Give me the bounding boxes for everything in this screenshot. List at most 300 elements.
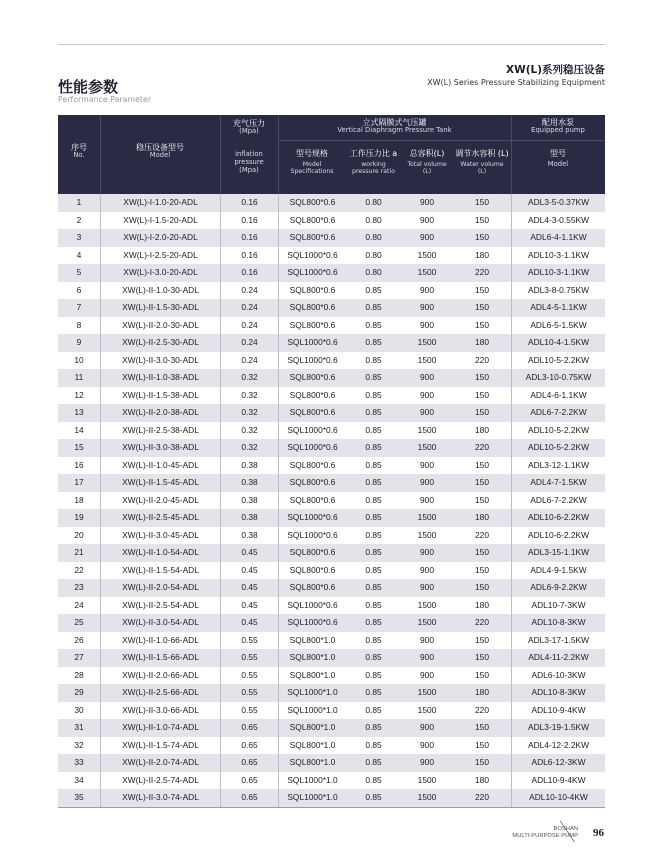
- cell-pump-model: ADL3-8-0.75KW: [511, 282, 605, 300]
- table-row: [58, 597, 605, 615]
- cell-model: XW(L)-II-2.0-66-ADL: [100, 667, 220, 685]
- cell-spec: SQL1000*1.0: [278, 789, 346, 807]
- cell-no: 31: [74, 722, 84, 732]
- cell-ratio: 0.80: [365, 249, 382, 260]
- cell-no: 13: [74, 407, 84, 417]
- cell-pump-model: ADL3-12-1.1KW: [511, 457, 605, 475]
- cell-spec: SQL1000*1.0: [278, 772, 346, 790]
- cell-ratio: 0.85: [365, 354, 382, 365]
- cell-water-volume: 150: [475, 372, 489, 382]
- header-pump-group: 配用水泵 Equipped pump: [531, 118, 585, 135]
- cell-spec: SQL800*0.6: [278, 212, 346, 230]
- cell-spec: SQL800*0.6: [278, 404, 346, 422]
- cell-inflation: 0.65: [220, 754, 278, 772]
- cell-spec: SQL1000*0.6: [278, 334, 346, 352]
- cell-pump-model: ADL10-6-2.2KW: [511, 509, 605, 527]
- cell-spec: SQL1000*0.6: [278, 527, 346, 545]
- cell-water-volume: 220: [475, 704, 489, 715]
- cell-pump-model: ADL10-9-4KW: [511, 772, 605, 790]
- cell-no: 1: [76, 197, 82, 207]
- cell-spec: SQL1000*0.6: [278, 509, 346, 527]
- cell-water-volume: 180: [475, 424, 489, 435]
- cell-pump-model: ADL6-4-1.1KW: [511, 229, 605, 247]
- cell-no: 28: [74, 669, 84, 680]
- cell-total-volume: 900: [420, 302, 434, 312]
- cell-spec: SQL1000*1.0: [278, 702, 346, 720]
- cell-total-volume: 1500: [417, 704, 437, 715]
- cell-model: XW(L)-I-1.5-20-ADL: [100, 212, 220, 230]
- table-row: [58, 439, 605, 457]
- cell-model: XW(L)-II-3.0-54-ADL: [100, 614, 220, 632]
- cell-spec: SQL800*0.6: [278, 579, 346, 597]
- cell-total-volume: 1500: [417, 337, 437, 347]
- cell-spec: SQL800*0.6: [278, 282, 346, 300]
- cell-water-volume: 180: [475, 337, 489, 347]
- cell-no: 20: [74, 529, 84, 540]
- cell-spec: SQL800*1.0: [278, 719, 346, 737]
- cell-inflation: 0.24: [220, 299, 278, 317]
- footer-brand: BOSHAN MULTI-PURPOSE PUMP: [512, 826, 578, 840]
- cell-spec: SQL800*1.0: [278, 649, 346, 667]
- cell-model: XW(L)-II-1.5-45-ADL: [100, 474, 220, 492]
- cell-ratio: 0.85: [365, 634, 382, 645]
- table-row: [58, 282, 605, 300]
- cell-model: XW(L)-II-2.5-54-ADL: [100, 597, 220, 615]
- cell-ratio: 0.85: [365, 687, 382, 697]
- table-row: [58, 194, 605, 212]
- cell-model: XW(L)-II-1.5-74-ADL: [100, 737, 220, 755]
- cell-pump-model: ADL10-9-4KW: [511, 702, 605, 720]
- cell-inflation: 0.16: [220, 247, 278, 265]
- table-row: [58, 527, 605, 545]
- pump-group-rule: [511, 140, 605, 141]
- cell-spec: SQL800*1.0: [278, 737, 346, 755]
- cell-spec: SQL1000*0.6: [278, 422, 346, 440]
- table-row: [58, 544, 605, 562]
- cell-model: XW(L)-II-2.0-30-ADL: [100, 317, 220, 335]
- cell-no: 33: [74, 757, 84, 767]
- cell-pump-model: ADL10-5-2.2KW: [511, 352, 605, 370]
- cell-water-volume: 180: [475, 687, 489, 697]
- table-row: [58, 212, 605, 230]
- cell-pump-model: ADL6-9-2.2KW: [511, 579, 605, 597]
- cell-model: XW(L)-II-1.5-30-ADL: [100, 299, 220, 317]
- cell-inflation: 0.55: [220, 684, 278, 702]
- cell-water-volume: 150: [475, 214, 489, 225]
- cell-no: 27: [74, 652, 84, 662]
- cell-inflation: 0.55: [220, 702, 278, 720]
- cell-spec: SQL800*0.6: [278, 492, 346, 510]
- cell-water-volume: 150: [475, 547, 489, 557]
- header-water-volume: 调节水容积 (L) Water volume (L): [455, 149, 509, 176]
- cell-inflation: 0.24: [220, 334, 278, 352]
- cell-inflation: 0.24: [220, 352, 278, 370]
- cell-water-volume: 150: [475, 284, 489, 295]
- cell-water-volume: 150: [475, 739, 489, 750]
- table-row: [58, 369, 605, 387]
- table-row: [58, 422, 605, 440]
- cell-total-volume: 900: [420, 739, 434, 750]
- header-no: 序号 No.: [71, 143, 87, 160]
- table-header: [58, 115, 605, 194]
- cell-model: XW(L)-II-1.0-45-ADL: [100, 457, 220, 475]
- cell-no: 5: [76, 267, 82, 277]
- cell-no: 4: [76, 249, 82, 260]
- page-subtitle: Performance Parameter: [58, 95, 152, 104]
- table-row: [58, 702, 605, 720]
- cell-ratio: 0.85: [365, 459, 382, 470]
- cell-model: XW(L)-II-2.5-66-ADL: [100, 684, 220, 702]
- cell-model: XW(L)-II-2.0-74-ADL: [100, 754, 220, 772]
- table-row: [58, 474, 605, 492]
- cell-total-volume: 1500: [417, 529, 437, 540]
- cell-spec: SQL800*1.0: [278, 632, 346, 650]
- cell-no: 17: [74, 477, 84, 487]
- cell-pump-model: ADL3-5-0.37KW: [511, 194, 605, 212]
- table-bottom-rule: [58, 807, 605, 808]
- performance-table: [58, 115, 605, 808]
- cell-spec: SQL800*0.6: [278, 387, 346, 405]
- cell-ratio: 0.85: [365, 704, 382, 715]
- cell-spec: SQL800*0.6: [278, 317, 346, 335]
- cell-water-volume: 220: [475, 267, 489, 277]
- cell-water-volume: 180: [475, 599, 489, 610]
- cell-total-volume: 1500: [417, 354, 437, 365]
- cell-total-volume: 1500: [417, 774, 437, 785]
- cell-model: XW(L)-I-2.0-20-ADL: [100, 229, 220, 247]
- cell-ratio: 0.85: [365, 407, 382, 417]
- cell-water-volume: 220: [475, 792, 489, 802]
- cell-pump-model: ADL6-12-3KW: [511, 754, 605, 772]
- cell-model: XW(L)-II-2.5-74-ADL: [100, 772, 220, 790]
- cell-model: XW(L)-II-2.0-38-ADL: [100, 404, 220, 422]
- cell-total-volume: 1500: [417, 792, 437, 802]
- cell-water-volume: 180: [475, 512, 489, 522]
- cell-total-volume: 900: [420, 547, 434, 557]
- cell-inflation: 0.38: [220, 492, 278, 510]
- cell-water-volume: 180: [475, 774, 489, 785]
- cell-ratio: 0.85: [365, 529, 382, 540]
- cell-water-volume: 150: [475, 407, 489, 417]
- cell-model: XW(L)-II-1.0-54-ADL: [100, 544, 220, 562]
- cell-pump-model: ADL10-3-1.1KW: [511, 264, 605, 282]
- cell-model: XW(L)-I-3.0-20-ADL: [100, 264, 220, 282]
- cell-pump-model: ADL3-19-1.5KW: [511, 719, 605, 737]
- cell-inflation: 0.65: [220, 737, 278, 755]
- cell-model: XW(L)-II-2.0-45-ADL: [100, 492, 220, 510]
- cell-no: 11: [74, 372, 84, 382]
- cell-ratio: 0.80: [365, 232, 382, 242]
- header-spec: 型号规格 Model Specifications: [290, 149, 334, 176]
- cell-total-volume: 900: [420, 669, 434, 680]
- cell-spec: SQL800*0.6: [278, 229, 346, 247]
- cell-water-volume: 150: [475, 232, 489, 242]
- cell-ratio: 0.85: [365, 774, 382, 785]
- cell-pump-model: ADL10-8-3KW: [511, 614, 605, 632]
- cell-water-volume: 150: [475, 582, 489, 592]
- cell-no: 3: [76, 232, 82, 242]
- cell-pump-model: ADL4-9-1.5KW: [511, 562, 605, 580]
- cell-total-volume: 1500: [417, 512, 437, 522]
- cell-water-volume: 150: [475, 319, 489, 330]
- cell-ratio: 0.85: [365, 494, 382, 505]
- cell-ratio: 0.85: [365, 547, 382, 557]
- table-row: [58, 754, 605, 772]
- page-number: 96: [593, 827, 604, 839]
- cell-inflation: 0.16: [220, 212, 278, 230]
- cell-total-volume: 900: [420, 372, 434, 382]
- cell-total-volume: 1500: [417, 267, 437, 277]
- cell-inflation: 0.45: [220, 544, 278, 562]
- cell-model: XW(L)-I-1.0-20-ADL: [100, 194, 220, 212]
- cell-ratio: 0.85: [365, 739, 382, 750]
- cell-water-volume: 150: [475, 389, 489, 400]
- cell-spec: SQL800*0.6: [278, 544, 346, 562]
- cell-ratio: 0.85: [365, 302, 382, 312]
- cell-total-volume: 1500: [417, 249, 437, 260]
- cell-inflation: 0.32: [220, 422, 278, 440]
- cell-model: XW(L)-II-3.0-74-ADL: [100, 789, 220, 807]
- table-row: [58, 229, 605, 247]
- cell-total-volume: 900: [420, 214, 434, 225]
- table-row: [58, 387, 605, 405]
- cell-model: XW(L)-II-3.0-45-ADL: [100, 527, 220, 545]
- table-row: [58, 299, 605, 317]
- header-total-volume: 总容积(L) Total volume (L): [407, 149, 447, 176]
- cell-model: XW(L)-II-1.5-66-ADL: [100, 649, 220, 667]
- cell-total-volume: 900: [420, 634, 434, 645]
- cell-ratio: 0.85: [365, 617, 382, 627]
- cell-no: 16: [74, 459, 84, 470]
- table-row: [58, 579, 605, 597]
- table-row: [58, 247, 605, 265]
- cell-spec: SQL800*0.6: [278, 194, 346, 212]
- cell-pump-model: ADL4-7-1.5KW: [511, 474, 605, 492]
- cell-total-volume: 900: [420, 319, 434, 330]
- cell-model: XW(L)-II-1.5-38-ADL: [100, 387, 220, 405]
- top-rule: [58, 44, 605, 45]
- cell-total-volume: 900: [420, 459, 434, 470]
- cell-inflation: 0.45: [220, 597, 278, 615]
- cell-inflation: 0.16: [220, 229, 278, 247]
- cell-spec: SQL800*0.6: [278, 369, 346, 387]
- cell-water-volume: 150: [475, 302, 489, 312]
- cell-inflation: 0.38: [220, 457, 278, 475]
- cell-ratio: 0.85: [365, 477, 382, 487]
- table-row: [58, 772, 605, 790]
- cell-pump-model: ADL4-3-0.55KW: [511, 212, 605, 230]
- cell-spec: SQL1000*0.6: [278, 614, 346, 632]
- cell-inflation: 0.32: [220, 387, 278, 405]
- cell-pump-model: ADL10-8-3KW: [511, 684, 605, 702]
- cell-spec: SQL800*0.6: [278, 474, 346, 492]
- table-row: [58, 667, 605, 685]
- cell-ratio: 0.85: [365, 442, 382, 452]
- table-row: [58, 404, 605, 422]
- cell-no: 21: [74, 547, 84, 557]
- cell-water-volume: 150: [475, 197, 489, 207]
- table-row: [58, 737, 605, 755]
- cell-total-volume: 900: [420, 722, 434, 732]
- cell-pump-model: ADL3-10-0.75KW: [511, 369, 605, 387]
- cell-ratio: 0.85: [365, 582, 382, 592]
- table-row: [58, 264, 605, 282]
- cell-no: 26: [74, 634, 84, 645]
- cell-water-volume: 220: [475, 354, 489, 365]
- table-body: [58, 194, 605, 807]
- cell-no: 19: [74, 512, 84, 522]
- header-inflation: 充气压力 (Mpa) inflation pressure (Mpa): [233, 119, 265, 174]
- cell-spec: SQL800*0.6: [278, 457, 346, 475]
- cell-total-volume: 900: [420, 582, 434, 592]
- cell-spec: SQL800*0.6: [278, 299, 346, 317]
- cell-total-volume: 900: [420, 757, 434, 767]
- cell-pump-model: ADL10-7-3KW: [511, 597, 605, 615]
- cell-no: 2: [76, 214, 82, 225]
- cell-model: XW(L)-II-1.0-38-ADL: [100, 369, 220, 387]
- cell-ratio: 0.85: [365, 792, 382, 802]
- cell-total-volume: 900: [420, 494, 434, 505]
- cell-pump-model: ADL4-5-1.1KW: [511, 299, 605, 317]
- cell-pump-model: ADL10-4-1.5KW: [511, 334, 605, 352]
- cell-ratio: 0.85: [365, 564, 382, 575]
- table-row: [58, 632, 605, 650]
- cell-inflation: 0.45: [220, 579, 278, 597]
- cell-water-volume: 220: [475, 442, 489, 452]
- cell-no: 22: [74, 564, 84, 575]
- cell-ratio: 0.80: [365, 267, 382, 277]
- cell-inflation: 0.38: [220, 474, 278, 492]
- cell-inflation: 0.32: [220, 404, 278, 422]
- series-title-zh: XW(L)系列稳压设备: [506, 64, 605, 76]
- cell-water-volume: 150: [475, 459, 489, 470]
- cell-no: 12: [74, 389, 84, 400]
- cell-total-volume: 900: [420, 407, 434, 417]
- cell-inflation: 0.38: [220, 527, 278, 545]
- cell-model: XW(L)-II-2.5-38-ADL: [100, 422, 220, 440]
- cell-inflation: 0.65: [220, 719, 278, 737]
- cell-no: 9: [76, 337, 82, 347]
- cell-model: XW(L)-II-3.0-38-ADL: [100, 439, 220, 457]
- cell-no: 15: [74, 442, 84, 452]
- cell-pump-model: ADL6-5-1.5KW: [511, 317, 605, 335]
- header-model: 稳压设备型号 Model: [136, 143, 184, 160]
- cell-no: 10: [74, 354, 84, 365]
- cell-ratio: 0.80: [365, 214, 382, 225]
- cell-spec: SQL1000*0.6: [278, 247, 346, 265]
- cell-total-volume: 900: [420, 389, 434, 400]
- cell-inflation: 0.45: [220, 562, 278, 580]
- cell-spec: SQL1000*0.6: [278, 264, 346, 282]
- cell-ratio: 0.85: [365, 319, 382, 330]
- cell-total-volume: 900: [420, 232, 434, 242]
- cell-spec: SQL1000*0.6: [278, 352, 346, 370]
- cell-model: XW(L)-II-2.0-54-ADL: [100, 579, 220, 597]
- cell-ratio: 0.85: [365, 722, 382, 732]
- cell-inflation: 0.16: [220, 194, 278, 212]
- cell-no: 24: [74, 599, 84, 610]
- cell-inflation: 0.16: [220, 264, 278, 282]
- cell-water-volume: 220: [475, 529, 489, 540]
- page-title: 性能参数: [58, 78, 119, 96]
- cell-no: 30: [74, 704, 84, 715]
- cell-model: XW(L)-II-3.0-66-ADL: [100, 702, 220, 720]
- cell-total-volume: 900: [420, 284, 434, 295]
- cell-pump-model: ADL10-3-1.1KW: [511, 247, 605, 265]
- cell-ratio: 0.85: [365, 389, 382, 400]
- cell-pump-model: ADL4-6-1.1KW: [511, 387, 605, 405]
- cell-total-volume: 900: [420, 652, 434, 662]
- cell-inflation: 0.45: [220, 614, 278, 632]
- table-row: [58, 352, 605, 370]
- cell-water-volume: 150: [475, 564, 489, 575]
- cell-water-volume: 150: [475, 477, 489, 487]
- cell-water-volume: 150: [475, 669, 489, 680]
- header-pump-model: 型号 Model: [547, 149, 569, 169]
- cell-total-volume: 900: [420, 477, 434, 487]
- header-tank-group: 立式隔膜式气压罐 Vertical Diaphragm Pressure Tank: [337, 118, 452, 135]
- cell-inflation: 0.24: [220, 282, 278, 300]
- cell-no: 35: [74, 792, 84, 802]
- cell-water-volume: 180: [475, 249, 489, 260]
- cell-inflation: 0.65: [220, 772, 278, 790]
- cell-spec: SQL1000*0.6: [278, 439, 346, 457]
- cell-ratio: 0.85: [365, 512, 382, 522]
- cell-no: 18: [74, 494, 84, 505]
- table-row: [58, 614, 605, 632]
- cell-inflation: 0.24: [220, 317, 278, 335]
- cell-pump-model: ADL4-11-2.2KW: [511, 649, 605, 667]
- cell-inflation: 0.32: [220, 439, 278, 457]
- cell-no: 23: [74, 582, 84, 592]
- table-row: [58, 509, 605, 527]
- cell-pump-model: ADL4-12-2.2KW: [511, 737, 605, 755]
- cell-ratio: 0.80: [365, 197, 382, 207]
- cell-water-volume: 220: [475, 617, 489, 627]
- cell-inflation: 0.32: [220, 369, 278, 387]
- cell-no: 8: [76, 319, 82, 330]
- cell-water-volume: 150: [475, 722, 489, 732]
- cell-pump-model: ADL10-5-2.2KW: [511, 439, 605, 457]
- cell-pump-model: ADL6-10-3KW: [511, 667, 605, 685]
- cell-model: XW(L)-I-2.5-20-ADL: [100, 247, 220, 265]
- table-row: [58, 719, 605, 737]
- cell-total-volume: 1500: [417, 617, 437, 627]
- table-row: [58, 649, 605, 667]
- cell-no: 32: [74, 739, 84, 750]
- table-row: [58, 457, 605, 475]
- cell-pump-model: ADL10-10-4KW: [511, 789, 605, 807]
- cell-total-volume: 1500: [417, 599, 437, 610]
- cell-model: XW(L)-II-1.0-66-ADL: [100, 632, 220, 650]
- cell-inflation: 0.65: [220, 789, 278, 807]
- cell-total-volume: 1500: [417, 442, 437, 452]
- cell-ratio: 0.85: [365, 652, 382, 662]
- cell-no: 34: [74, 774, 84, 785]
- cell-total-volume: 1500: [417, 424, 437, 435]
- cell-no: 7: [76, 302, 82, 312]
- cell-inflation: 0.55: [220, 649, 278, 667]
- cell-inflation: 0.38: [220, 509, 278, 527]
- table-row: [58, 684, 605, 702]
- table-row: [58, 334, 605, 352]
- table-row: [58, 562, 605, 580]
- cell-pump-model: ADL10-5-2.2KW: [511, 422, 605, 440]
- cell-inflation: 0.55: [220, 632, 278, 650]
- cell-total-volume: 900: [420, 197, 434, 207]
- cell-ratio: 0.85: [365, 757, 382, 767]
- cell-model: XW(L)-II-3.0-30-ADL: [100, 352, 220, 370]
